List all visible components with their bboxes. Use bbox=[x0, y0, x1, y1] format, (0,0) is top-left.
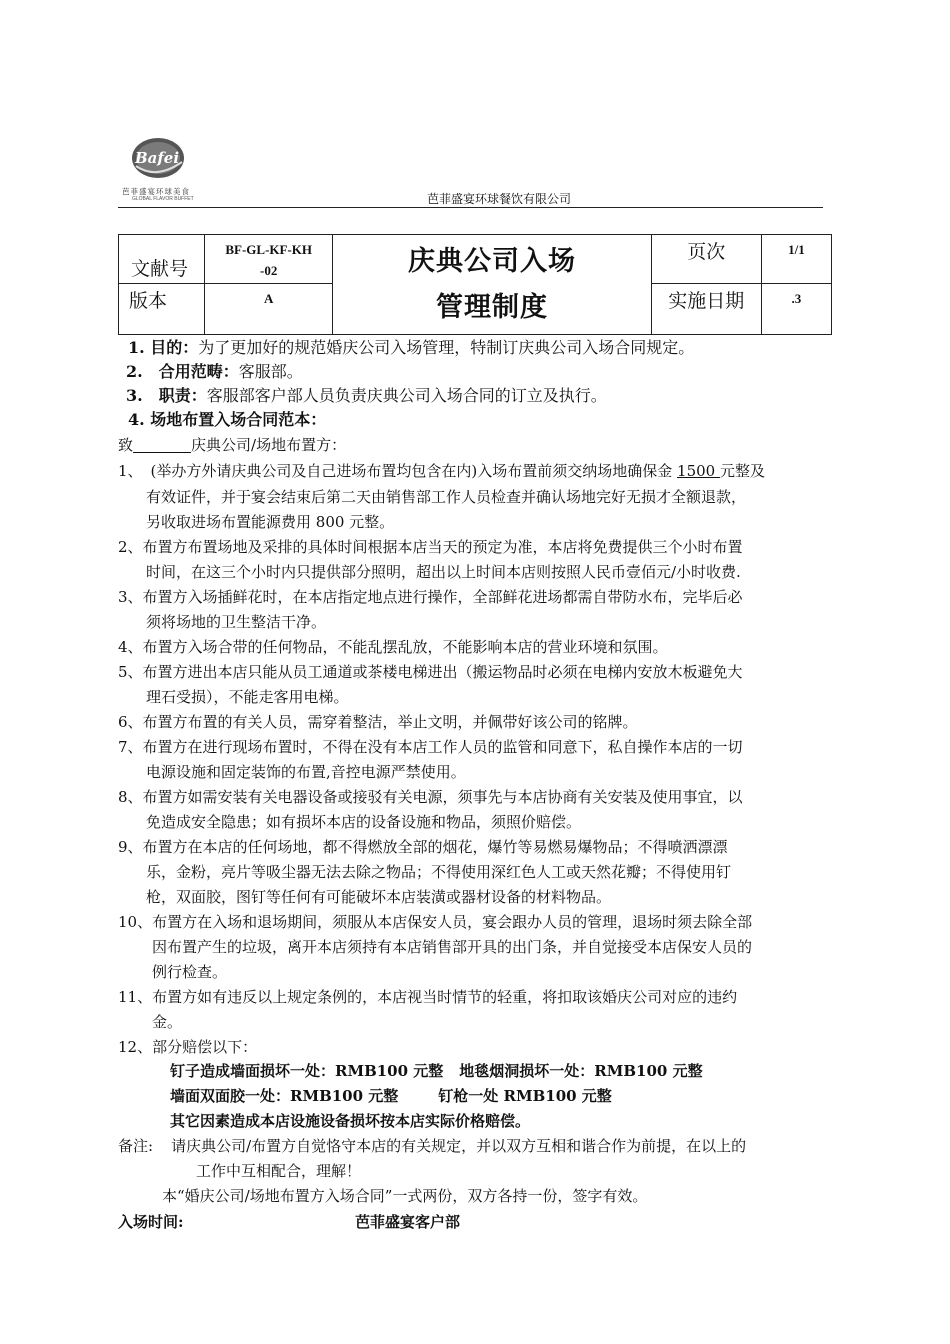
list-item-cont: 例行检查。 bbox=[152, 963, 228, 981]
section-scope: 2. 合用范畴：客服部。 bbox=[126, 362, 303, 381]
list-item-cont: 须将场地的卫生整洁干净。 bbox=[146, 613, 327, 631]
list-item-cont: 金。 bbox=[152, 1013, 183, 1031]
logo-subtitle: 芭菲盛宴环球美食 bbox=[122, 187, 190, 196]
contract-addressee: 致 庆典公司/场地布置方： bbox=[118, 436, 347, 454]
entry-time-label: 入场时间: bbox=[118, 1213, 184, 1231]
version-label: 版本 bbox=[119, 284, 205, 335]
list-item-cont: 乐，金粉，亮片等吸尘器无法去除之物品；不得使用深红色人工或天然花瓣；不得使用钉 bbox=[146, 863, 732, 881]
compensation-line-3: 其它因素造成本店设施设备损坏按本店实际价格赔偿。 bbox=[170, 1112, 531, 1130]
list-item-cont: 枪，双面胶，图钉等任何有可能破坏本店装潢或器材设备的材料物品。 bbox=[146, 888, 612, 906]
bafei-logo-icon bbox=[126, 136, 186, 184]
list-item: 8、布置方如需安装有关电器设备或接驳有关电源，须事先与本店协商有关安装及使用事宜，以 bbox=[118, 788, 743, 806]
page-value: 1/1 bbox=[761, 235, 831, 284]
svg-text:Bafei: Bafei bbox=[134, 149, 180, 167]
list-item: 9、布置方在本店的任何场地，都不得燃放全部的烟花，爆竹等易燃易爆物品；不得喷洒漂漂 bbox=[118, 838, 728, 856]
list-item: 7、布置方在进行现场布置时，不得在没有本店工作人员的监管和同意下，私自操作本店的一切 bbox=[118, 738, 743, 756]
document-info-table bbox=[118, 234, 832, 335]
list-item: 5、布置方进出本店只能从员工通道或茶楼电梯进出（搬运物品时必须在电梯内安放木板避免大 bbox=[118, 663, 743, 681]
list-item-cont: 因布置产生的垃圾，离开本店须持有本店销售部开具的出门条，并自觉接受本店保安人员的 bbox=[152, 938, 753, 956]
department-signature: 芭菲盛宴客户部 bbox=[355, 1213, 461, 1231]
date-label: 实施日期 bbox=[651, 284, 761, 335]
list-item: 11、布置方如有违反以上规定条例的，本店视当时情节的轻重，将扣取该婚庆公司对应的违约 bbox=[118, 988, 738, 1006]
notes: 备注: 请庆典公司/布置方自觉恪守本店的有关规定，并以双方互相和谐合作为前提，在以上的 bbox=[118, 1137, 747, 1155]
header-rule bbox=[118, 207, 823, 208]
list-item: 1、 (举办方外请庆典公司及自己进场布置均包含在内)入场布置前须交纳场地确保金 1500 元整及 bbox=[118, 462, 765, 480]
title-line2: 管理制度 bbox=[436, 291, 548, 323]
addressee-blank bbox=[133, 436, 191, 453]
list-item-cont: 电源设施和固定装饰的布置,音控电源严禁使用。 bbox=[146, 763, 466, 781]
list-item: 12、部分赔偿以下： bbox=[118, 1038, 258, 1056]
notes-cont: 工作中互相配合，理解！ bbox=[196, 1162, 362, 1180]
list-item: 10、布置方在入场和退场期间，须服从本店保安人员，宴会跟办人员的管理，退场时须去除全部 bbox=[118, 913, 753, 931]
list-item-cont: 理石受损），不能走客用电梯。 bbox=[146, 688, 349, 706]
copies-statement: 本“婚庆公司/场地布置方入场合同”一式两份，双方各持一份，签字有效。 bbox=[162, 1187, 648, 1205]
list-item: 2、布置方布置场地及采排的具体时间根据本店当天的预定为准，本店将免费提供三个小时布置 bbox=[118, 538, 743, 556]
date-value: .3 bbox=[761, 284, 831, 335]
compensation-line-1: 钉子造成墙面损坏一处：RMB100 元整 地毯烟洞损坏一处：RMB100 元整 bbox=[170, 1062, 703, 1080]
section-purpose: 1. 目的：为了更加好的规范婚庆公司入场管理，特制订庆典公司入场合同规定。 bbox=[128, 338, 695, 357]
list-item-cont: 时间，在这三个小时内只提供部分照明，超出以上时间本店则按照人民币壹佰元/小时收费. bbox=[146, 563, 741, 581]
list-item-cont: 有效证件，并于宴会结束后第二天由销售部工作人员检查并确认场地完好无损才全额退款， bbox=[146, 488, 747, 506]
doc-no-value-line1: BF-GL-KF-KH bbox=[225, 242, 313, 257]
list-item: 4、布置方入场合带的任何物品，不能乱摆乱放，不能影响本店的营业环境和氛围。 bbox=[118, 638, 668, 656]
section-contract-heading: 4. 场地布置入场合同范本： bbox=[128, 410, 327, 429]
version-value: A bbox=[205, 284, 333, 335]
document-title bbox=[333, 235, 651, 335]
company-logo bbox=[122, 136, 217, 206]
page-label: 页次 bbox=[651, 235, 761, 284]
list-item: 3、布置方入场插鲜花时，在本店指定地点进行操作，全部鲜花进场都需自带防水布，完毕后必 bbox=[118, 588, 743, 606]
logo-subtitle-en: GLOBAL FLAVOR BUFFET bbox=[132, 196, 194, 202]
doc-no-value bbox=[205, 235, 333, 284]
list-item: 6、布置方布置的有关人员，需穿着整洁，举止文明，并佩带好该公司的铭牌。 bbox=[118, 713, 638, 731]
doc-no-value-line2: -02 bbox=[260, 263, 278, 278]
list-item-cont: 另收取进场布置能源费用 800 元整。 bbox=[146, 513, 395, 531]
doc-no-label: 文献号 bbox=[119, 235, 205, 284]
company-name: 芭菲盛宴环球餐饮有限公司 bbox=[427, 192, 572, 206]
list-item-cont: 免造成安全隐患；如有损坏本店的设备设施和物品，须照价赔偿。 bbox=[146, 813, 582, 831]
title-line1: 庆典公司入场 bbox=[408, 245, 576, 277]
compensation-line-2: 墙面双面胶一处：RMB100 元整 钉枪一处 RMB100 元整 bbox=[170, 1087, 612, 1105]
section-duty: 3. 职责：客服部客户部人员负责庆典公司入场合同的订立及执行。 bbox=[126, 386, 607, 405]
